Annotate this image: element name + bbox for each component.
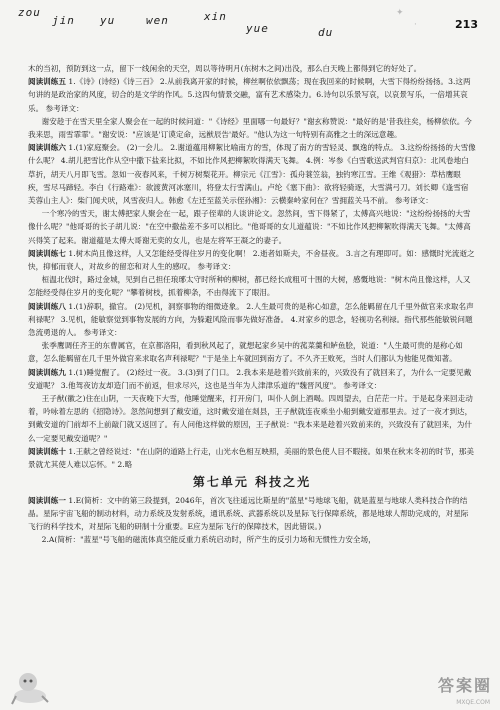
exercise-answer-paragraph: 阅读训练七 1.树木尚且像这样，人又怎能经受得住岁月的变化啊！ 2.逝者如斯夫，不舍昼夜。 3.言之有理即可。如：感慨时光流逝之快，抑郁而衰人，对故乡的留恋和对人生的感叹。 参考译文：	[28, 248, 475, 272]
answer-text-body	[28, 62, 476, 546]
exercise-label: 阅读训练六	[28, 143, 66, 153]
pinyin-zou: zou	[18, 6, 41, 19]
pinyin-jin: jin	[52, 14, 75, 27]
watermark-site: MXQE.COM	[456, 699, 490, 706]
pinyin-xin: xin	[204, 10, 227, 23]
exercise-label: 阅读训练十	[28, 446, 66, 456]
unit-heading: 第七单元 科技之光	[192, 475, 312, 490]
pinyin-wen: wen	[146, 14, 169, 27]
exercise-answer-paragraph: 阅读训练九 1.(1)睡觉醒了。 (2)经过一夜。 3.(3)到了门口。 2.我本来是趁着兴致前来的，兴致没有了就回来了，为什么一定要见戴安道呢？ 3.他驾夜访友却造门而不前返，但求尽兴，这也是当年为人津津乐道的"魏晋风度"。 参考译文：	[28, 367, 472, 390]
sparkle-icon: ·	[414, 20, 417, 30]
translation-paragraph: 一个寒冷的雪天，谢太傅把家人聚会在一起，跟子侄辈的人谈讲论文。忽然间，雪下得紧了，太傅高兴地说："这纷纷扬扬的大雪像什么呢？"他哥哥的长子胡儿说："在空中撒盐差不多可以相比。"他哥哥的女儿道蕴说："不如比作风把柳絮吹得满天飞舞。"太傅高兴得笑了起来。谢道蕴是太傅大哥谢无奕的女儿，也是左将军王凝之的妻子。	[28, 209, 471, 245]
exercise-label: 阅读训练九	[28, 367, 66, 377]
translation-paragraph: 谢安趁于在雪天里全家人聚会在一起的时候问道："《诗经》里面哪一句最好？"谢玄称赞说："最好的是'昔我往矣，杨柳依依。今我来思，雨雪霏霏'。"谢安说："应该是'订谟定命，远猷辰告'最好。"他认为这一句特别有高雅之士的深远意趣。	[28, 116, 472, 140]
exercise-answer-paragraph: 阅读训练十 1.王献之曾经说过："在山阴的道路上行走，山光水色相互映照，美丽的景色使人目不暇接。如果在秋末冬初的时节，那美景就尤其使人难以忘怀。" 2.略	[28, 446, 474, 470]
pinyin-du: du	[318, 26, 334, 39]
exercise-label: 阅读训练一	[28, 495, 66, 505]
translation-paragraph: 桓温北伐时，路过金城，见到自己担任琅琊太守时所种的柳树，都已经长成粗可十围的大树，感慨地说："树木尚且像这样，人又怎能经受得住岁月的变化呢？"攀着树枝，抓着柳条，不由得流下了眼泪。	[28, 275, 471, 298]
pinyin-yue: yue	[246, 22, 269, 35]
translation-paragraph: 木的当初，预防到这一点，留下一线闲余的天空，周以等待明月(东树木之间)出没，那么白天晚上都得到它的好处了。	[28, 64, 422, 73]
exercise-label: 阅读训练五	[28, 77, 66, 87]
exercise-label: 阅读训练八	[28, 301, 66, 311]
watermark-text: 答案圈	[437, 676, 492, 695]
exercise-answer-paragraph: 阅读训练一 1.E(简析：文中的第三段提到，2046年，首次飞往遥远比斯星的"蓝星"号地球飞船，就是蓝星与地球人类科技合作的结晶。星际宇宙飞船的制动材料，动力系统及发射系统，通讯系统、武器系统以及星际飞行保障系统，都是地球人帮助完成的，对星际飞行的科学技术，对星际飞船的研制十分重要。E应为星际飞行的保障技术，因此错误。)	[28, 495, 469, 531]
exercise-answer-paragraph: 阅读训练八 1.(1)辞职，撤官。 (2)见机，洞察事物的细微迹象。 2.人生最可贵的是称心如意，怎么能羁留在几千里外做官来求取名声利禄呢？ 3.见机，能敏察觉到事物发展的方向，为躲避风险而事先做好准备。 4.对家乡的思念，轻视功名利禄。指代那些能敏锐问题急流勇退的人。 参考译文：	[28, 301, 474, 338]
exercise-answer-paragraph: 阅读训练五 1.《诗》(诗经)《诗三百》 2.从前我离开家的时候，柳丝啊依依飘荡；现在我回来的时候啊，大雪下得纷纷扬扬。3.这两句讲的是政治家的风度，切合的是文学的作风。5.这四句情景交融，富有艺术感染力。6.诗句以乐景写哀，以哀景写乐，一倍增其哀乐。 参考译文：	[28, 77, 471, 113]
translation-paragraph: 王子猷(徽之)住在山阴，一天夜晚下大雪，他睡觉醒来，打开房门，叫仆人倒上酒喝。四周望去，白茫茫一片。于是起身来回走动着，吟咏着左思的《招隐诗》。忽然间想到了戴安道，这时戴安道在剡县，王子猷就连夜乘坐小船到戴安道那里去。过了一夜才到达，到戴安道的门前却不上前敲门就又返回了。有人问他这样做的原因，王子猷说："我本来是趁着兴致前来的，兴致没有了就回来，为什么一定要见戴安道呢？"	[28, 394, 473, 443]
page-number: 213	[455, 18, 478, 31]
sparkle-icon: ✦	[396, 8, 404, 18]
exercise-label: 阅读训练七	[28, 248, 66, 258]
exercise-answer-paragraph: 阅读训练六 1.(1)家庭聚会。 (2)一会儿。 2.谢道蕴用柳絮比喻南方的雪，体现了南方的雪轻灵、飘逸的特点。 3.这纷纷扬扬的大雪像什么呢？ 4.胡儿把雪比作从空中撒下盐来比拟，不如比作风把柳絮吹得满天飞舞。 4.例：岑参《白雪歌送武判官归京》：北风卷地白草折，胡天八月即飞雪。忽如一夜春风来，千树万树梨花开。柳宗元《江雪》：孤舟蓑笠翁，独钓寒江雪。王维《观猎》：草枯鹰眼疾，雪尽马蹄轻。李白《行路难》：欲渡黄河冰塞川，将登太行雪满山。卢纶《塞下曲》：欲将轻骑逐，大雪满弓刀。刘长卿《逢雪宿芙蓉山主人》：柴门闻犬吠，风雪夜归人。韩愈《左迁至蓝关示侄孙湘》：云横秦岭家何在？雪拥蓝关马不前。 参考译文：	[28, 143, 476, 206]
pinyin-yu: yu	[100, 14, 116, 27]
translation-paragraph: 张季鹰调任齐王的东曹属官，在京都洛阳，看到秋风起了，就想起家乡吴中的菰菜羹和鲈鱼脍，说道："人生最可贵的是称心如意，怎么能羁留在几千里外做官来求取名声利禄呢？"于是坐上车就回到南方了。不久齐王败死，当时人们都认为他能见微知著。	[28, 341, 463, 364]
page-header	[0, 0, 500, 60]
mascot-illustration-icon	[8, 666, 52, 706]
translation-paragraph: 2.A(简析："蓝星"号飞船的磁流体真空能反重力系统启动时，所产生的反引力场和无惯性力安全场，	[41, 535, 376, 545]
